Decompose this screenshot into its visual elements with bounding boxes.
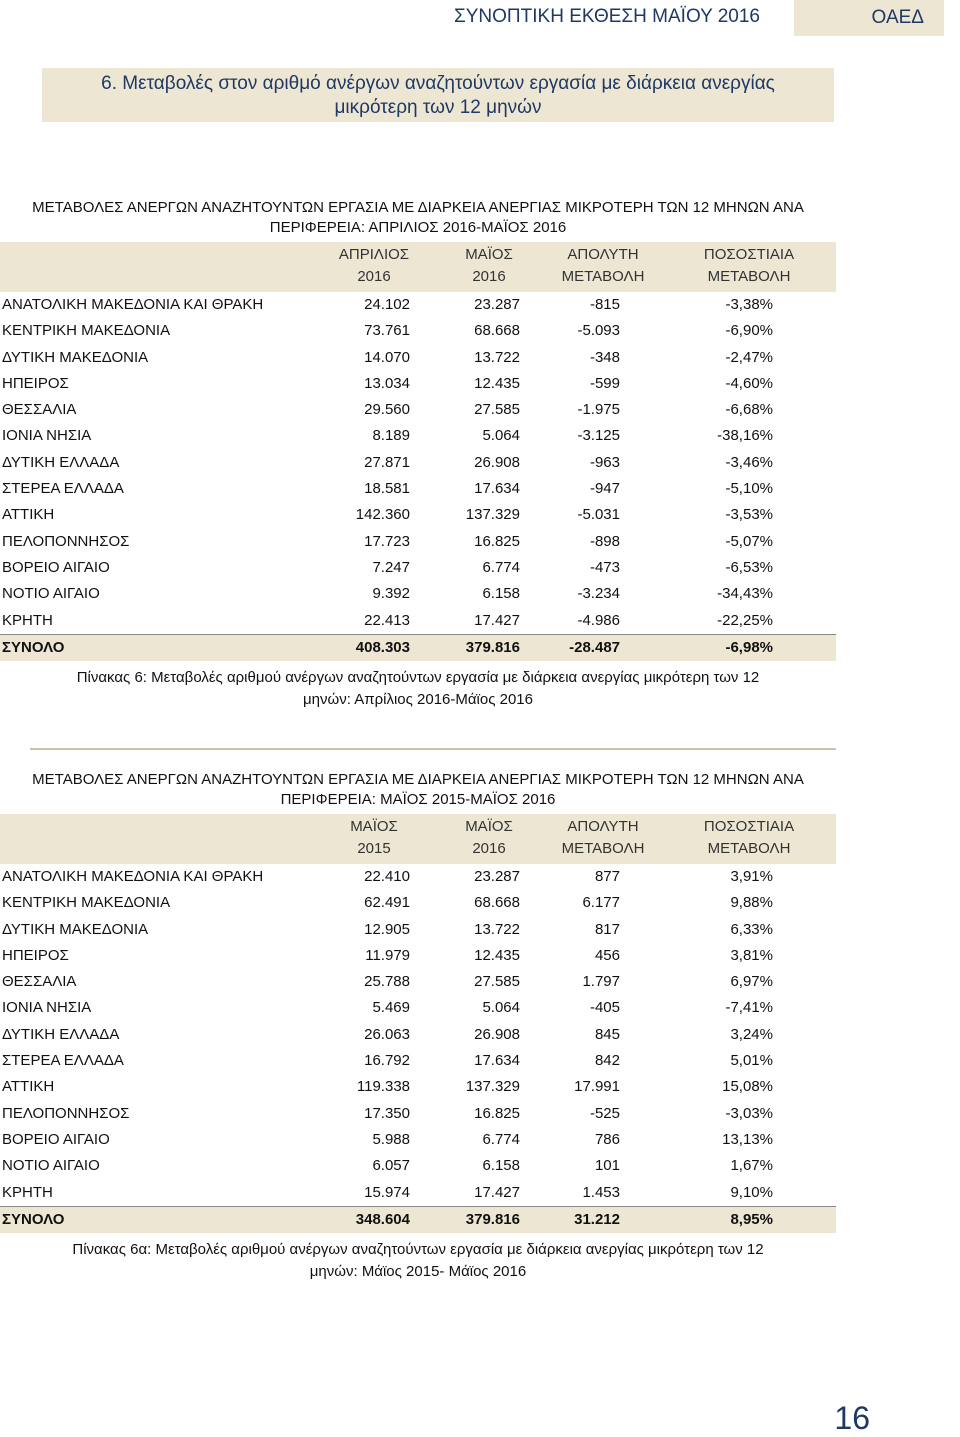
value-start: 14.070 bbox=[364, 348, 410, 366]
region-name: ΚΕΝΤΡΙΚΗ ΜΑΚΕΔΟΝΙΑ bbox=[2, 322, 171, 340]
column-header-line2: 2016 bbox=[472, 840, 506, 857]
region-name: ΗΠΕΙΡΟΣ bbox=[2, 946, 69, 964]
absolute-change: -1.975 bbox=[577, 401, 620, 419]
absolute-change: 1.797 bbox=[582, 973, 620, 991]
percent-change: -4,60% bbox=[725, 374, 773, 392]
region-name: ΝΟΤΙΟ ΑΙΓΑΙΟ bbox=[2, 585, 100, 603]
table-row bbox=[0, 969, 836, 995]
column-header-line2: ΜΕΤΑΒΟΛΗ bbox=[561, 840, 645, 857]
value-end: 13.722 bbox=[474, 920, 520, 938]
region-name: ΚΡΗΤΗ bbox=[2, 611, 53, 629]
absolute-change: -28.487 bbox=[569, 638, 620, 656]
region-name: ΑΤΤΙΚΗ bbox=[2, 506, 55, 524]
value-end: 13.722 bbox=[474, 348, 520, 366]
value-start: 12.905 bbox=[364, 920, 410, 938]
region-name: ΚΕΝΤΡΙΚΗ ΜΑΚΕΔΟΝΙΑ bbox=[2, 894, 171, 912]
absolute-change: -525 bbox=[589, 1104, 620, 1122]
value-start: 15.974 bbox=[364, 1183, 410, 1201]
absolute-change: 101 bbox=[594, 1157, 620, 1175]
value-start: 22.410 bbox=[364, 868, 410, 885]
page-number: 16 bbox=[834, 1400, 870, 1436]
table-row bbox=[0, 581, 836, 607]
value-start: 26.063 bbox=[364, 1025, 410, 1043]
column-header-line1: ΑΠΟΛΥΤΗ bbox=[567, 246, 639, 263]
value-start: 24.102 bbox=[364, 296, 410, 313]
value-start: 29.560 bbox=[364, 401, 410, 419]
column-header-line2: ΜΕΤΑΒΟΛΗ bbox=[707, 268, 791, 285]
column-header-line1: ΑΠΟΛΥΤΗ bbox=[567, 818, 639, 835]
percent-change: 6,33% bbox=[730, 920, 773, 938]
caption-line2: μηνών: Μάϊος 2015- Μάϊος 2016 bbox=[309, 1263, 527, 1281]
column-header-line1: ΑΠΡΙΛΙΟΣ bbox=[338, 246, 410, 263]
table-row bbox=[0, 1101, 836, 1127]
table-row bbox=[0, 1048, 836, 1074]
percent-change: -34,43% bbox=[717, 585, 773, 603]
value-end: 68.668 bbox=[474, 894, 520, 912]
table-row bbox=[0, 864, 836, 890]
value-end: 23.287 bbox=[474, 296, 520, 313]
table-row bbox=[0, 1153, 836, 1179]
region-name: ΙΟΝΙΑ ΝΗΣΙΑ bbox=[2, 427, 92, 445]
table-may2015-may2016 bbox=[0, 770, 836, 1283]
table-row bbox=[0, 608, 836, 634]
table-title-line2: ΠΕΡΙΦΕΡΕΙΑ: ΜΑΪΟΣ 2015-ΜΑΪΟΣ 2016 bbox=[280, 791, 556, 808]
table-header bbox=[0, 242, 836, 292]
value-end: 27.585 bbox=[474, 401, 520, 419]
percent-change: 9,10% bbox=[730, 1183, 773, 1201]
region-name: ΔΥΤΙΚΗ ΜΑΚΕΔΟΝΙΑ bbox=[2, 348, 149, 366]
column-header-line2: ΜΕΤΑΒΟΛΗ bbox=[707, 840, 791, 857]
column-header-line1: ΠΟΣΟΣΤΙΑΙΑ bbox=[703, 818, 795, 835]
absolute-change: -473 bbox=[589, 558, 620, 576]
value-start: 5.988 bbox=[372, 1130, 410, 1148]
table-row bbox=[0, 890, 836, 916]
percent-change: 1,67% bbox=[730, 1157, 773, 1175]
column-header-4 bbox=[679, 244, 819, 288]
region-name: ΔΥΤΙΚΗ ΕΛΛΑΔΑ bbox=[2, 453, 120, 471]
column-header-line1: ΜΑΪΟΣ bbox=[465, 818, 513, 835]
table-row bbox=[0, 1127, 836, 1153]
region-name: ΚΡΗΤΗ bbox=[2, 1183, 53, 1201]
table-header bbox=[0, 814, 836, 864]
region-name: ΑΝΑΤΟΛΙΚΗ ΜΑΚΕΔΟΝΙΑ ΚΑΙ ΘΡΑΚΗ bbox=[2, 868, 264, 885]
region-name: ΙΟΝΙΑ ΝΗΣΙΑ bbox=[2, 999, 92, 1017]
value-end: 379.816 bbox=[465, 1210, 520, 1228]
table-title bbox=[0, 770, 836, 810]
absolute-change: -599 bbox=[589, 374, 620, 392]
absolute-change: 31.212 bbox=[574, 1210, 620, 1228]
region-name: ΑΤΤΙΚΗ bbox=[2, 1078, 55, 1096]
percent-change: -6,98% bbox=[725, 638, 773, 656]
percent-change: -3,03% bbox=[725, 1104, 773, 1122]
absolute-change: -947 bbox=[589, 480, 620, 498]
column-header-line2: 2016 bbox=[472, 268, 506, 285]
value-end: 17.427 bbox=[474, 611, 520, 629]
table-row bbox=[0, 292, 836, 318]
value-end: 5.064 bbox=[482, 427, 520, 445]
absolute-change: -5.093 bbox=[577, 322, 620, 340]
value-end: 17.427 bbox=[474, 1183, 520, 1201]
column-header-line1: ΜΑΪΟΣ bbox=[465, 246, 513, 263]
value-start: 27.871 bbox=[364, 453, 410, 471]
value-end: 137.329 bbox=[465, 506, 520, 524]
region-name: ΣΤΕΡΕΑ ΕΛΛΑΔΑ bbox=[2, 1052, 124, 1070]
table-row bbox=[0, 476, 836, 502]
region-name: ΑΝΑΤΟΛΙΚΗ ΜΑΚΕΔΟΝΙΑ ΚΑΙ ΘΡΑΚΗ bbox=[2, 296, 264, 313]
value-start: 408.303 bbox=[355, 638, 410, 656]
column-header-line1: ΠΟΣΟΣΤΙΑΙΑ bbox=[703, 246, 795, 263]
value-start: 17.350 bbox=[364, 1104, 410, 1122]
org-label: ΟΑΕΔ bbox=[794, 0, 944, 36]
percent-change: -6,53% bbox=[725, 558, 773, 576]
value-start: 348.604 bbox=[355, 1210, 410, 1228]
column-header-line1: ΜΑΪΟΣ bbox=[350, 818, 398, 835]
table-caption bbox=[0, 1239, 836, 1283]
percent-change: -3,38% bbox=[725, 296, 773, 313]
value-end: 6.774 bbox=[482, 558, 520, 576]
table-total-row bbox=[0, 1206, 836, 1233]
region-name: ΠΕΛΟΠΟΝΝΗΣΟΣ bbox=[2, 1104, 130, 1122]
absolute-change: 842 bbox=[594, 1052, 620, 1070]
region-name: ΠΕΛΟΠΟΝΝΗΣΟΣ bbox=[2, 532, 130, 550]
percent-change: -6,90% bbox=[725, 322, 773, 340]
value-end: 137.329 bbox=[465, 1078, 520, 1096]
table-row bbox=[0, 1180, 836, 1206]
percent-change: 3,91% bbox=[730, 868, 773, 885]
absolute-change: 817 bbox=[594, 920, 620, 938]
value-end: 23.287 bbox=[474, 868, 520, 885]
region-name: ΒΟΡΕΙΟ ΑΙΓΑΙΟ bbox=[2, 558, 110, 576]
table-title-line2: ΠΕΡΙΦΕΡΕΙΑ: ΑΠΡΙΛΙΟΣ 2016-ΜΑΪΟΣ 2016 bbox=[269, 219, 567, 236]
percent-change: 15,08% bbox=[722, 1078, 773, 1096]
absolute-change: 456 bbox=[594, 946, 620, 964]
value-start: 16.792 bbox=[364, 1052, 410, 1070]
table-row bbox=[0, 555, 836, 581]
percent-change: 9,88% bbox=[730, 894, 773, 912]
table-april-may-2016 bbox=[0, 198, 836, 711]
table-body bbox=[0, 292, 836, 661]
absolute-change: -963 bbox=[589, 453, 620, 471]
value-end: 379.816 bbox=[465, 638, 520, 656]
absolute-change: 877 bbox=[594, 868, 620, 885]
divider bbox=[30, 748, 836, 750]
value-end: 68.668 bbox=[474, 322, 520, 340]
percent-change: -5,07% bbox=[725, 532, 773, 550]
table-row bbox=[0, 529, 836, 555]
percent-change: 8,95% bbox=[730, 1210, 773, 1228]
value-end: 5.064 bbox=[482, 999, 520, 1017]
absolute-change: -3.234 bbox=[577, 585, 620, 603]
table-title-line1: ΜΕΤΑΒΟΛΕΣ ΑΝΕΡΓΩΝ ΑΝΑΖΗΤΟΥΝΤΩΝ ΕΡΓΑΣΙΑ ΜΕ ΔΙΑΡΚΕΙΑ ΑΝΕΡΓΙΑΣ ΜΙΚΡΟΤΕΡΗ ΤΩΝ 12 ΜΗΝΩΝ ΑΝΑ bbox=[32, 199, 804, 216]
region-name: ΗΠΕΙΡΟΣ bbox=[2, 374, 69, 392]
table-title-line1: ΜΕΤΑΒΟΛΕΣ ΑΝΕΡΓΩΝ ΑΝΑΖΗΤΟΥΝΤΩΝ ΕΡΓΑΣΙΑ ΜΕ ΔΙΑΡΚΕΙΑ ΑΝΕΡΓΙΑΣ ΜΙΚΡΟΤΕΡΗ ΤΩΝ 12 ΜΗΝΩΝ ΑΝΑ bbox=[32, 771, 804, 788]
region-name: ΔΥΤΙΚΗ ΜΑΚΕΔΟΝΙΑ bbox=[2, 920, 149, 938]
value-start: 62.491 bbox=[364, 894, 410, 912]
region-name: ΘΕΣΣΑΛΙΑ bbox=[2, 973, 77, 991]
region-name: ΔΥΤΙΚΗ ΕΛΛΑΔΑ bbox=[2, 1025, 120, 1043]
absolute-change: 845 bbox=[594, 1025, 620, 1043]
value-start: 11.979 bbox=[365, 946, 410, 964]
table-row bbox=[0, 318, 836, 344]
caption-line2: μηνών: Απρίλιος 2016-Μάϊος 2016 bbox=[303, 691, 533, 709]
percent-change: -22,25% bbox=[717, 611, 773, 629]
region-name: ΒΟΡΕΙΟ ΑΙΓΑΙΟ bbox=[2, 1130, 110, 1148]
table-row bbox=[0, 345, 836, 371]
percent-change: -6,68% bbox=[725, 401, 773, 419]
percent-change: -7,41% bbox=[725, 999, 773, 1017]
caption-line1: Πίνακας 6α: Μεταβολές αριθμού ανέργων αναζητούντων εργασία με διάρκεια ανεργίας μικρότερη των 12 bbox=[72, 1241, 764, 1259]
region-name: ΝΟΤΙΟ ΑΙΓΑΙΟ bbox=[2, 1157, 100, 1175]
value-end: 26.908 bbox=[474, 453, 520, 471]
absolute-change: 6.177 bbox=[582, 894, 620, 912]
value-start: 6.057 bbox=[372, 1157, 410, 1175]
table-title bbox=[0, 198, 836, 238]
value-end: 6.158 bbox=[482, 1157, 520, 1175]
percent-change: -5,10% bbox=[725, 480, 773, 498]
column-header-line2: 2016 bbox=[357, 268, 391, 285]
caption-line1: Πίνακας 6: Μεταβολές αριθμού ανέργων αναζητούντων εργασία με διάρκεια ανεργίας μικρότερη των 12 bbox=[76, 669, 760, 687]
section-heading-line2: μικρότερη των 12 μηνών bbox=[334, 97, 542, 118]
value-start: 119.338 bbox=[356, 1078, 410, 1096]
absolute-change: 1.453 bbox=[582, 1183, 620, 1201]
value-end: 16.825 bbox=[474, 532, 520, 550]
column-header-line2: 2015 bbox=[357, 840, 391, 857]
column-header-3 bbox=[533, 244, 673, 288]
percent-change: 3,24% bbox=[730, 1025, 773, 1043]
absolute-change: -348 bbox=[589, 348, 620, 366]
percent-change: 6,97% bbox=[730, 973, 773, 991]
absolute-change: 17.991 bbox=[574, 1078, 620, 1096]
value-start: 5.469 bbox=[372, 999, 410, 1017]
percent-change: -2,47% bbox=[725, 348, 773, 366]
value-end: 12.435 bbox=[474, 374, 520, 392]
percent-change: -38,16% bbox=[717, 427, 773, 445]
value-start: 8.189 bbox=[372, 427, 410, 445]
table-row bbox=[0, 371, 836, 397]
column-header-4 bbox=[679, 816, 819, 860]
percent-change: 3,81% bbox=[730, 946, 773, 964]
value-start: 17.723 bbox=[364, 532, 410, 550]
value-end: 6.774 bbox=[482, 1130, 520, 1148]
section-heading-line1: 6. Μεταβολές στον αριθμό ανέργων αναζητούντων εργασία με διάρκεια ανεργίας bbox=[101, 73, 775, 94]
table-row bbox=[0, 1074, 836, 1100]
table-total-row bbox=[0, 634, 836, 661]
value-end: 12.435 bbox=[474, 946, 520, 964]
absolute-change: -4.986 bbox=[577, 611, 620, 629]
value-start: 18.581 bbox=[364, 480, 410, 498]
absolute-change: -405 bbox=[589, 999, 620, 1017]
absolute-change: -898 bbox=[589, 532, 620, 550]
table-row bbox=[0, 397, 836, 423]
table-row bbox=[0, 995, 836, 1021]
value-end: 17.634 bbox=[474, 1052, 520, 1070]
section-heading bbox=[42, 68, 834, 122]
table-body bbox=[0, 864, 836, 1233]
absolute-change: -3.125 bbox=[577, 427, 620, 445]
region-name: ΣΥΝΟΛΟ bbox=[2, 1210, 65, 1228]
absolute-change: 786 bbox=[594, 1130, 620, 1148]
table-row bbox=[0, 917, 836, 943]
percent-change: 5,01% bbox=[730, 1052, 773, 1070]
table-caption bbox=[0, 667, 836, 711]
table-row bbox=[0, 423, 836, 449]
region-name: ΣΥΝΟΛΟ bbox=[2, 638, 65, 656]
value-start: 142.360 bbox=[355, 506, 410, 524]
percent-change: -3,53% bbox=[725, 506, 773, 524]
value-end: 26.908 bbox=[474, 1025, 520, 1043]
value-end: 17.634 bbox=[474, 480, 520, 498]
percent-change: -3,46% bbox=[725, 453, 773, 471]
value-start: 25.788 bbox=[364, 973, 410, 991]
value-end: 27.585 bbox=[474, 973, 520, 991]
column-header-3 bbox=[533, 816, 673, 860]
region-name: ΘΕΣΣΑΛΙΑ bbox=[2, 401, 77, 419]
table-row bbox=[0, 943, 836, 969]
value-start: 7.247 bbox=[372, 558, 410, 576]
percent-change: 13,13% bbox=[722, 1130, 773, 1148]
value-end: 6.158 bbox=[482, 585, 520, 603]
table-row bbox=[0, 450, 836, 476]
report-title: ΣΥΝΟΠΤΙΚΗ ΕΚΘΕΣΗ ΜΑΪΟΥ 2016 bbox=[454, 6, 760, 27]
region-name: ΣΤΕΡΕΑ ΕΛΛΑΔΑ bbox=[2, 480, 124, 498]
absolute-change: -815 bbox=[589, 296, 620, 313]
table-row bbox=[0, 502, 836, 528]
table-row bbox=[0, 1022, 836, 1048]
value-start: 9.392 bbox=[372, 585, 410, 603]
value-end: 16.825 bbox=[474, 1104, 520, 1122]
absolute-change: -5.031 bbox=[577, 506, 620, 524]
value-start: 13.034 bbox=[364, 374, 410, 392]
value-start: 22.413 bbox=[364, 611, 410, 629]
value-start: 73.761 bbox=[364, 322, 410, 340]
column-header-line2: ΜΕΤΑΒΟΛΗ bbox=[561, 268, 645, 285]
